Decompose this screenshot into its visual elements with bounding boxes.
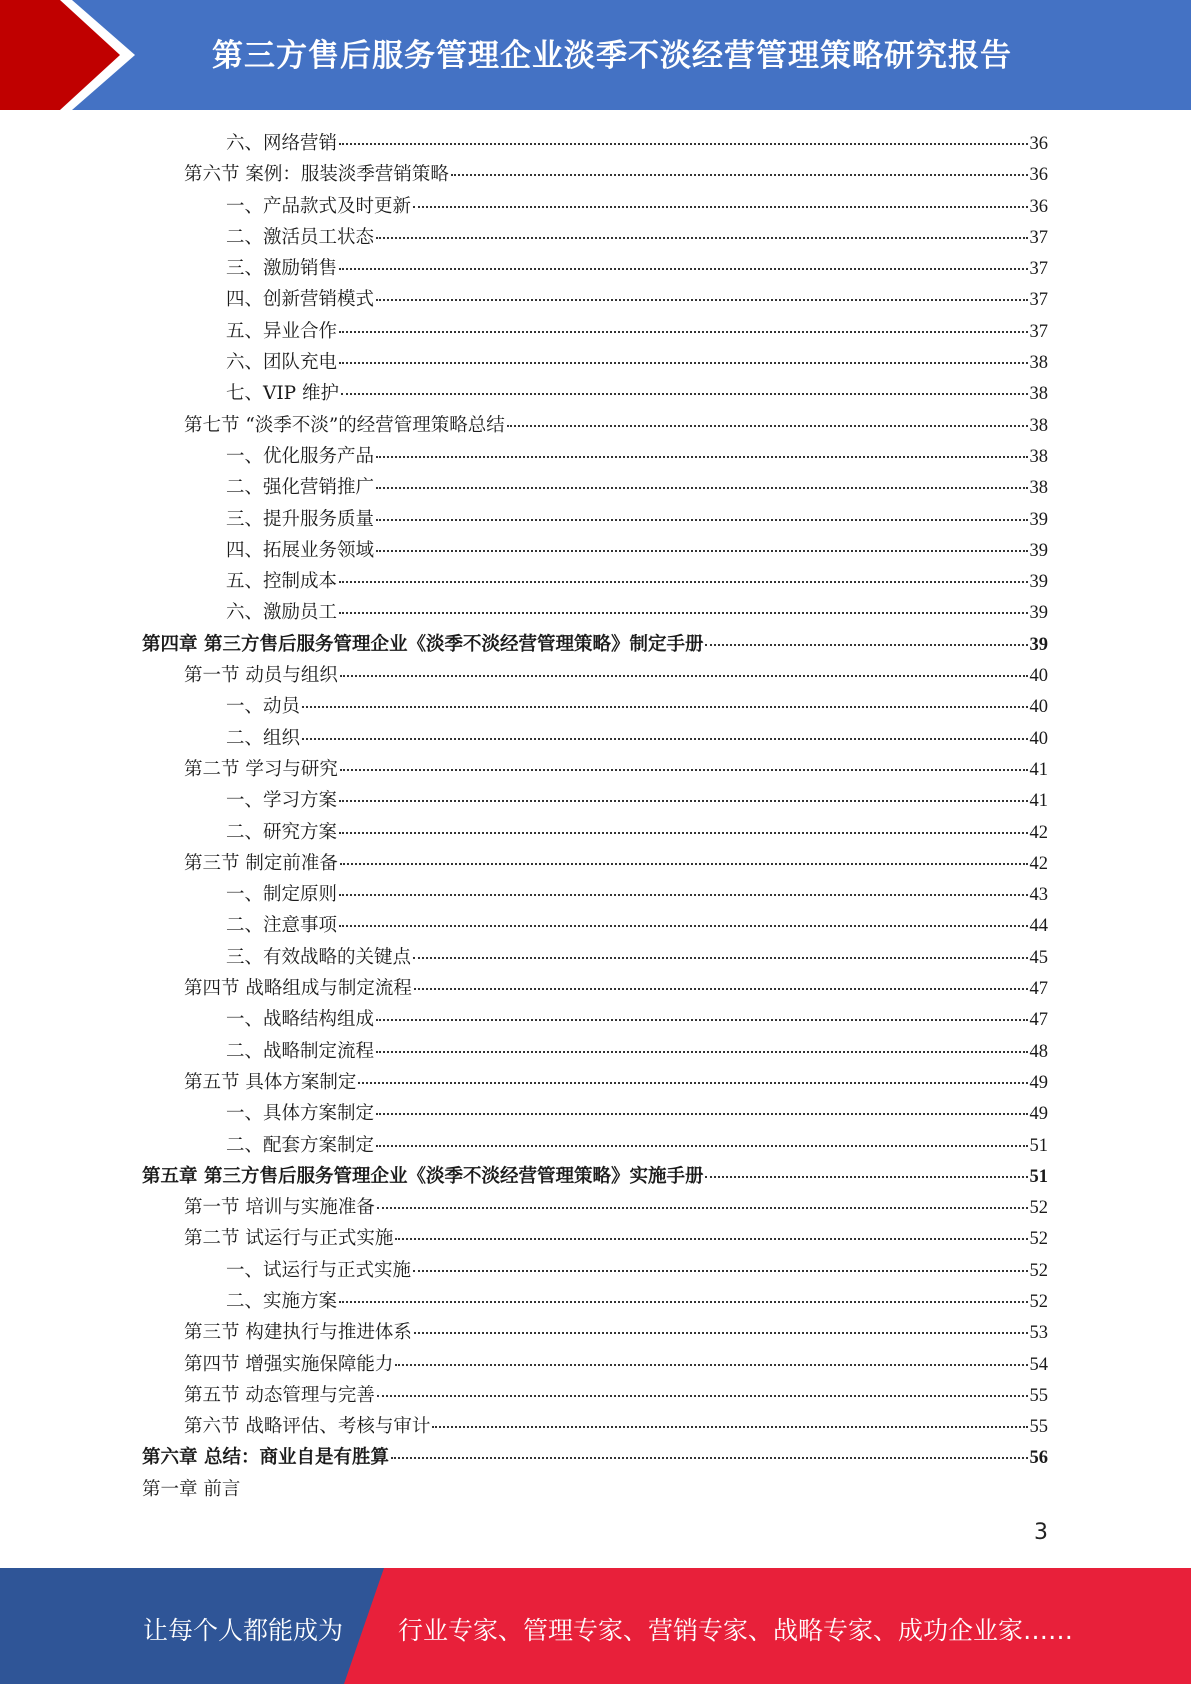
toc-entry-page: 51: [1029, 1135, 1048, 1156]
toc-entry[interactable]: [142, 785, 1048, 816]
toc-entry-title: 四、创新营销模式: [226, 289, 375, 311]
toc-entry-page: 45: [1029, 947, 1048, 968]
toc-entry-page: 52: [1029, 1198, 1048, 1219]
toc-entry-title: 第一节 动员与组织: [184, 665, 338, 687]
toc-entry[interactable]: [142, 1130, 1048, 1161]
toc-dot-leader: [339, 331, 1027, 333]
toc-entry[interactable]: [142, 472, 1048, 503]
toc-dot-leader: [376, 237, 1027, 239]
toc-entry-page: 44: [1029, 916, 1048, 937]
toc-entry-page: 53: [1029, 1323, 1048, 1344]
document-title: 第三方售后服务管理企业淡季不淡经营管理策略研究报告: [212, 38, 1012, 74]
toc-entry-title: 二、激活员工状态: [226, 226, 375, 248]
toc-dot-leader: [340, 769, 1028, 771]
toc-entry-title: 六、网络营销: [226, 133, 338, 154]
toc-dot-leader: [376, 1019, 1027, 1021]
toc-entry-page: 52: [1029, 1260, 1048, 1281]
toc-dot-leader: [432, 1426, 1027, 1428]
toc-entry-title: 三、激励销售: [226, 258, 338, 280]
toc-entry-page: 38: [1029, 478, 1048, 499]
toc-entry-title: 一、战略结构组成: [226, 1009, 375, 1031]
toc-entry-title: 第六节 案例：服装淡季营销策略: [184, 164, 449, 186]
toc-entry-title: 五、控制成本: [226, 571, 338, 593]
toc-entry-title: 第五节 动态管理与完善: [184, 1384, 375, 1406]
toc-entry-page: 37: [1029, 290, 1048, 311]
toc-entry-title: 二、实施方案: [226, 1290, 338, 1312]
toc-entry-title: 第五节 具体方案制定: [184, 1071, 357, 1093]
toc-dot-leader: [377, 1395, 1028, 1397]
toc-entry[interactable]: [142, 754, 1048, 785]
toc-dot-leader: [451, 174, 1028, 176]
toc-dot-leader: [302, 706, 1027, 708]
toc-entry-page: 38: [1029, 415, 1048, 436]
toc-entry[interactable]: [142, 535, 1048, 566]
toc-dot-leader: [376, 487, 1027, 489]
footer-slogan-left: 让每个人都能成为: [143, 1616, 344, 1645]
toc-dot-leader: [376, 550, 1027, 552]
toc-entry[interactable]: [142, 378, 1048, 409]
header-arrow-icon: [0, 0, 160, 110]
toc-dot-leader: [413, 957, 1027, 959]
toc-entry-page: 51: [1029, 1166, 1048, 1187]
toc-entry-title: 三、有效战略的关键点: [226, 946, 412, 968]
toc-entry-page: 40: [1029, 728, 1048, 749]
toc-entry-title: 一、制定原则: [226, 884, 338, 906]
toc-entry-page: 39: [1029, 603, 1048, 624]
toc-entry[interactable]: [142, 1349, 1048, 1380]
table-of-contents: [142, 128, 1048, 1505]
toc-entry-title: 第七节 “淡季不淡”的经营管理策略总结: [184, 414, 505, 436]
toc-entry-page: 36: [1029, 165, 1048, 186]
toc-entry-page: 39: [1029, 572, 1048, 593]
toc-dot-leader: [339, 612, 1027, 614]
toc-dot-leader: [339, 143, 1027, 145]
toc-entry[interactable]: [142, 723, 1048, 754]
toc-dot-leader: [413, 206, 1027, 208]
toc-entry-page: 41: [1029, 759, 1048, 780]
toc-entry[interactable]: [142, 597, 1048, 628]
toc-entry-title: 第三节 制定前准备: [184, 852, 338, 874]
toc-entry-title: 第六节 战略评估、考核与审计: [184, 1416, 431, 1438]
toc-entry-title: 二、研究方案: [226, 821, 338, 843]
toc-entry-title: 第四节 战略组成与制定流程: [184, 978, 412, 1000]
toc-dot-leader: [358, 1082, 1027, 1084]
toc-entry[interactable]: [142, 1098, 1048, 1129]
toc-dot-leader: [376, 299, 1027, 301]
toc-entry[interactable]: [142, 1255, 1048, 1286]
toc-entry-title: 二、注意事项: [226, 915, 338, 937]
toc-entry-page: 55: [1029, 1385, 1048, 1406]
toc-dot-leader: [376, 1113, 1027, 1115]
toc-entry[interactable]: [142, 973, 1048, 1004]
toc-entry-page: 37: [1029, 259, 1048, 280]
toc-dot-leader: [339, 894, 1027, 896]
toc-entry-title: 第四章 第三方售后服务管理企业《淡季不淡经营管理策略》制定手册: [142, 633, 704, 655]
toc-dot-leader: [414, 1332, 1028, 1334]
toc-entry-page: 42: [1029, 853, 1048, 874]
toc-dot-leader: [340, 675, 1028, 677]
toc-dot-leader: [507, 425, 1028, 427]
toc-entry[interactable]: [142, 253, 1048, 284]
toc-entry-page: 38: [1029, 446, 1048, 467]
toc-entry-title: 一、具体方案制定: [226, 1103, 375, 1125]
toc-entry[interactable]: [142, 159, 1048, 190]
toc-entry[interactable]: [142, 1223, 1048, 1254]
toc-entry[interactable]: [142, 1161, 1048, 1192]
header-banner: [0, 0, 1191, 110]
toc-entry-title: 二、配套方案制定: [226, 1134, 375, 1156]
toc-entry-page: 37: [1029, 227, 1048, 248]
toc-entry-title: 第五章 第三方售后服务管理企业《淡季不淡经营管理策略》实施手册: [142, 1165, 704, 1187]
toc-entry[interactable]: [142, 191, 1048, 222]
toc-entry[interactable]: [142, 222, 1048, 253]
toc-dot-leader: [705, 1176, 1027, 1178]
toc-entry-page: 39: [1029, 509, 1048, 530]
footer-banner: [0, 1568, 1191, 1684]
toc-entry-title: 一、优化服务产品: [226, 445, 375, 467]
toc-entry-page: 37: [1029, 321, 1048, 342]
toc-dot-leader: [339, 1301, 1027, 1303]
toc-entry-page: 52: [1029, 1229, 1048, 1250]
toc-entry-title: 第二节 学习与研究: [184, 758, 338, 780]
toc-entry-title: 一、动员: [226, 696, 301, 718]
toc-entry-title: 二、组织: [226, 727, 301, 749]
toc-entry-title: 第三节 构建执行与推进体系: [184, 1322, 412, 1344]
toc-entry-title: 第六章 总结：商业自是有胜算: [142, 1447, 389, 1469]
toc-dot-leader: [376, 456, 1027, 458]
toc-entry-title: 一、产品款式及时更新: [226, 195, 412, 217]
toc-entry-page: 52: [1029, 1291, 1048, 1312]
toc-entry-page: 36: [1029, 134, 1048, 154]
toc-entry-page: 47: [1029, 979, 1048, 1000]
toc-entry-page: 39: [1029, 540, 1048, 561]
toc-dot-leader: [339, 581, 1027, 583]
toc-entry[interactable]: [142, 566, 1048, 597]
toc-entry-title: 四、拓展业务领域: [226, 539, 375, 561]
toc-entry-page: 56: [1029, 1448, 1048, 1469]
toc-entry[interactable]: [142, 1036, 1048, 1067]
toc-entry[interactable]: [142, 504, 1048, 535]
toc-dot-leader: [376, 1145, 1027, 1147]
toc-entry[interactable]: [142, 660, 1048, 691]
toc-dot-leader: [414, 988, 1028, 990]
toc-dot-leader: [376, 1051, 1027, 1053]
toc-entry-title: 第一节 培训与实施准备: [184, 1197, 375, 1219]
toc-entry[interactable]: [142, 1317, 1048, 1348]
toc-dot-leader: [413, 1270, 1027, 1272]
toc-entry[interactable]: [142, 128, 1048, 159]
toc-entry-page: 41: [1029, 791, 1048, 812]
toc-dot-leader: [339, 832, 1027, 834]
toc-entry-title: 七、VIP 维护: [226, 383, 339, 405]
toc-entry[interactable]: [142, 441, 1048, 472]
toc-dot-leader: [339, 925, 1027, 927]
toc-entry[interactable]: [142, 1380, 1048, 1411]
toc-entry-title: 三、提升服务质量: [226, 508, 375, 530]
toc-entry[interactable]: [142, 817, 1048, 848]
toc-entry[interactable]: [142, 1192, 1048, 1223]
toc-entry-title: 第四节 增强实施保障能力: [184, 1353, 394, 1375]
toc-entry-page: 43: [1029, 885, 1048, 906]
toc-entry-page: 36: [1029, 196, 1048, 217]
toc-dot-leader: [302, 738, 1027, 740]
toc-entry-page: 39: [1029, 634, 1048, 655]
toc-entry-title: 二、强化营销推广: [226, 477, 375, 499]
toc-entry-page: 54: [1029, 1354, 1048, 1375]
toc-dot-leader: [391, 1457, 1028, 1459]
toc-entry-title: 二、战略制定流程: [226, 1040, 375, 1062]
toc-entry-page: 42: [1029, 822, 1048, 843]
toc-entry-title: 第一章 前言: [142, 1478, 241, 1500]
toc-entry-page: 47: [1029, 1010, 1048, 1031]
toc-entry[interactable]: [142, 629, 1048, 660]
toc-entry[interactable]: [142, 848, 1048, 879]
toc-entry[interactable]: [142, 316, 1048, 347]
toc-dot-leader: [376, 519, 1027, 521]
toc-dot-leader: [341, 393, 1028, 395]
toc-entry-title: 六、团队充电: [226, 352, 338, 374]
toc-entry[interactable]: [142, 1411, 1048, 1442]
toc-entry[interactable]: [142, 942, 1048, 973]
toc-dot-leader: [339, 268, 1027, 270]
toc-entry-title: 一、学习方案: [226, 790, 338, 812]
toc-dot-leader: [705, 644, 1027, 646]
toc-dot-leader: [339, 800, 1027, 802]
toc-entry-page: 48: [1029, 1041, 1048, 1062]
page-number: 3: [1034, 1520, 1048, 1545]
toc-entry-title: 六、激励员工: [226, 602, 338, 624]
toc-dot-leader: [340, 863, 1028, 865]
toc-dot-leader: [377, 1207, 1028, 1209]
toc-entry[interactable]: [142, 347, 1048, 378]
toc-entry[interactable]: [142, 1474, 1048, 1505]
toc-entry[interactable]: [142, 284, 1048, 315]
toc-dot-leader: [395, 1238, 1027, 1240]
toc-entry-title: 五、异业合作: [226, 320, 338, 342]
toc-entry-title: 一、试运行与正式实施: [226, 1259, 412, 1281]
toc-entry-page: 49: [1029, 1072, 1048, 1093]
toc-entry-page: 40: [1029, 697, 1048, 718]
toc-entry[interactable]: [142, 910, 1048, 941]
toc-dot-leader: [339, 362, 1027, 364]
toc-entry[interactable]: [142, 1286, 1048, 1317]
toc-entry-title: 第二节 试运行与正式实施: [184, 1228, 394, 1250]
toc-entry[interactable]: [142, 1067, 1048, 1098]
toc-entry[interactable]: [142, 410, 1048, 441]
toc-entry[interactable]: [142, 879, 1048, 910]
toc-dot-leader: [395, 1364, 1027, 1366]
toc-entry-page: 38: [1029, 353, 1048, 374]
toc-entry-page: 49: [1029, 1104, 1048, 1125]
toc-entry[interactable]: [142, 1442, 1048, 1473]
toc-entry-page: 40: [1029, 666, 1048, 687]
toc-entry[interactable]: [142, 691, 1048, 722]
footer-slogan-right: 行业专家、管理专家、营销专家、战略专家、成功企业家……: [398, 1616, 1074, 1645]
toc-entry-page: 55: [1029, 1417, 1048, 1438]
toc-entry-page: 38: [1029, 384, 1048, 405]
toc-entry[interactable]: [142, 1004, 1048, 1035]
